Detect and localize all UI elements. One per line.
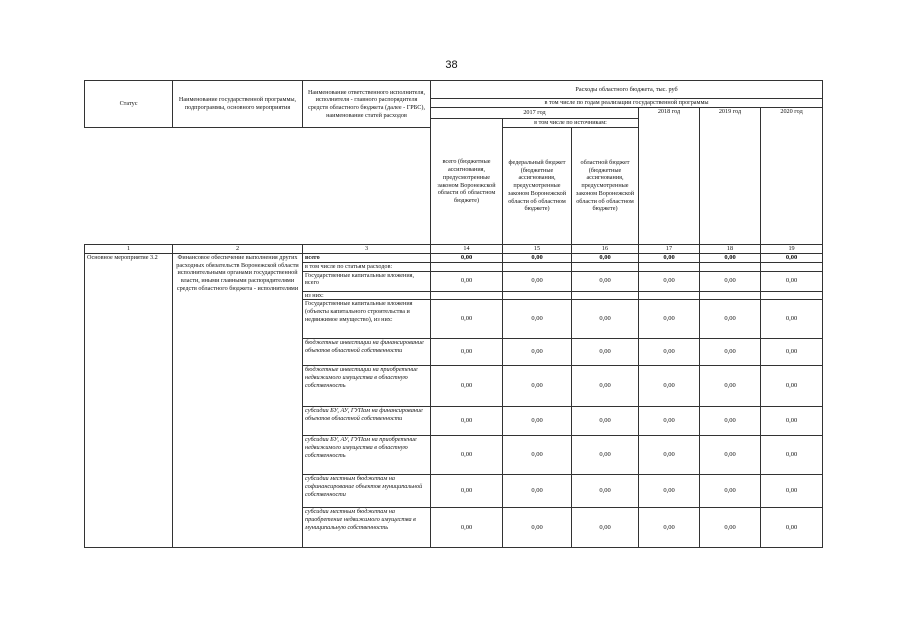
expense-value [572,262,639,271]
expense-value: 0,00 [639,339,700,366]
col-number: 2 [173,245,303,254]
col-number: 18 [700,245,761,254]
expense-value [761,291,823,300]
header-year-2019: 2019 год [700,108,761,245]
expense-value: 0,00 [503,508,572,548]
expense-value: 0,00 [700,475,761,508]
header-program-name: Наименование государственной программы, подпрограммы, основного мероприятия [173,81,303,128]
col-number: 15 [503,245,572,254]
expense-value: 0,00 [761,475,823,508]
expense-value: 0,00 [503,407,572,436]
expense-value: 0,00 [639,366,700,407]
expense-item-label: бюджетные инвестиции на финансирование объектов областной собственности [303,339,431,366]
col-number: 14 [431,245,503,254]
expense-value [639,262,700,271]
header-year-2017: 2017 год [431,108,639,119]
header-expenses-title: Расходы областного бюджета, тыс. руб [431,81,823,99]
expense-value: 0,00 [639,253,700,262]
expense-value: 0,00 [503,436,572,475]
expense-value: 0,00 [572,407,639,436]
expense-value: 0,00 [431,508,503,548]
expense-value: 0,00 [503,339,572,366]
expense-value: 0,00 [761,508,823,548]
expense-value [700,291,761,300]
expense-value: 0,00 [761,253,823,262]
expenses-table [84,80,823,548]
expense-value: 0,00 [572,508,639,548]
expense-item-label: всего [303,253,431,262]
expense-value: 0,00 [761,366,823,407]
expense-value: 0,00 [639,436,700,475]
header-executor: Наименование ответственного исполнителя, исполнителя - главного распорядителя средств областного бюджета (далее - ГРБС), наименование статей расходов [303,81,431,128]
expense-value: 0,00 [761,436,823,475]
expense-value: 0,00 [572,366,639,407]
expense-value: 0,00 [761,339,823,366]
expense-value: 0,00 [761,407,823,436]
header-by-years: в том числе по годам реализации государственной программы [431,99,823,108]
expense-value [639,291,700,300]
expense-value: 0,00 [700,508,761,548]
expense-value: 0,00 [639,407,700,436]
row-status: Основное мероприятие 3.2 [85,253,173,548]
expense-value: 0,00 [431,436,503,475]
col-number: 17 [639,245,700,254]
expense-value: 0,00 [572,436,639,475]
expense-item-label: Государственные капитальные вложения (объекты капитального строительства и недвижимое имущество), из них: [303,300,431,339]
expense-value: 0,00 [503,300,572,339]
expense-value [431,291,503,300]
expense-value: 0,00 [572,271,639,291]
expense-value: 0,00 [639,508,700,548]
expense-value: 0,00 [700,271,761,291]
expense-value: 0,00 [639,271,700,291]
expense-value: 0,00 [572,475,639,508]
expense-value: 0,00 [700,339,761,366]
expense-item-label: из них: [303,291,431,300]
page-number: 38 [445,59,458,71]
col-number: 16 [572,245,639,254]
expense-value: 0,00 [700,366,761,407]
expense-value: 0,00 [700,300,761,339]
expense-value: 0,00 [431,253,503,262]
expense-value [503,262,572,271]
expense-value [572,291,639,300]
expense-value: 0,00 [639,475,700,508]
expense-value: 0,00 [503,366,572,407]
expense-value [431,262,503,271]
header-by-sources: в том числе по источникам: [503,119,639,128]
expense-value: 0,00 [572,339,639,366]
expense-item-label: бюджетные инвестиции на приобретение недвижимого имущества в областную собственность [303,366,431,407]
expense-value [761,262,823,271]
expense-value: 0,00 [761,271,823,291]
expense-value: 0,00 [639,300,700,339]
expense-item-label: субсидии БУ, АУ, ГУПам на приобретение недвижимого имущества в областную собственность [303,436,431,475]
expense-value: 0,00 [503,475,572,508]
expense-value: 0,00 [431,339,503,366]
header-total-desc: всего (бюджетные ассигнования, предусмотренные законом Воронежской области об областном бюджете) [431,119,503,245]
col-number: 19 [761,245,823,254]
expense-value: 0,00 [572,300,639,339]
header-status: Статус [85,81,173,128]
expense-item-label: субсидии БУ, АУ, ГУПам на финансирование объектов областной собственности [303,407,431,436]
header-year-2020: 2020 год [761,108,823,245]
expense-value: 0,00 [700,253,761,262]
header-federal-desc: федеральный бюджет (бюджетные ассигнования, предусмотренные законом Воронежской области об областном бюджете) [503,128,572,245]
expense-item-label: субсидии местным бюджетам на приобретение недвижимого имущества в муниципальную собственность [303,508,431,548]
expense-value: 0,00 [700,436,761,475]
expense-value: 0,00 [431,300,503,339]
expense-value: 0,00 [503,253,572,262]
row-program-name: Финансовое обеспечение выполнения других расходных обязательств Воронежской области исполнительными органами государственной власти, иными главными распорядителями средств областного бюджета - исполнителями [173,253,303,548]
expense-value: 0,00 [700,407,761,436]
expense-value: 0,00 [431,366,503,407]
expense-value [503,291,572,300]
expense-value: 0,00 [431,271,503,291]
header-year-2018: 2018 год [639,108,700,245]
expense-value: 0,00 [503,271,572,291]
header-regional-desc: областной бюджет (бюджетные ассигнования, предусмотренные законом Воронежской области об областном бюджете) [572,128,639,245]
col-number: 1 [85,245,173,254]
col-number: 3 [303,245,431,254]
expense-item-label: в том числе по статьям расходов: [303,262,431,271]
expense-item-label: субсидии местным бюджетам на софинансирование объектов муниципальной собственности [303,475,431,508]
expense-value [700,262,761,271]
column-numbers-row [85,245,823,254]
table-row [85,253,823,262]
expense-value: 0,00 [431,475,503,508]
expense-value: 0,00 [761,300,823,339]
expense-value: 0,00 [572,253,639,262]
expense-value: 0,00 [431,407,503,436]
expense-item-label: Государственные капитальные вложения, всего [303,271,431,291]
